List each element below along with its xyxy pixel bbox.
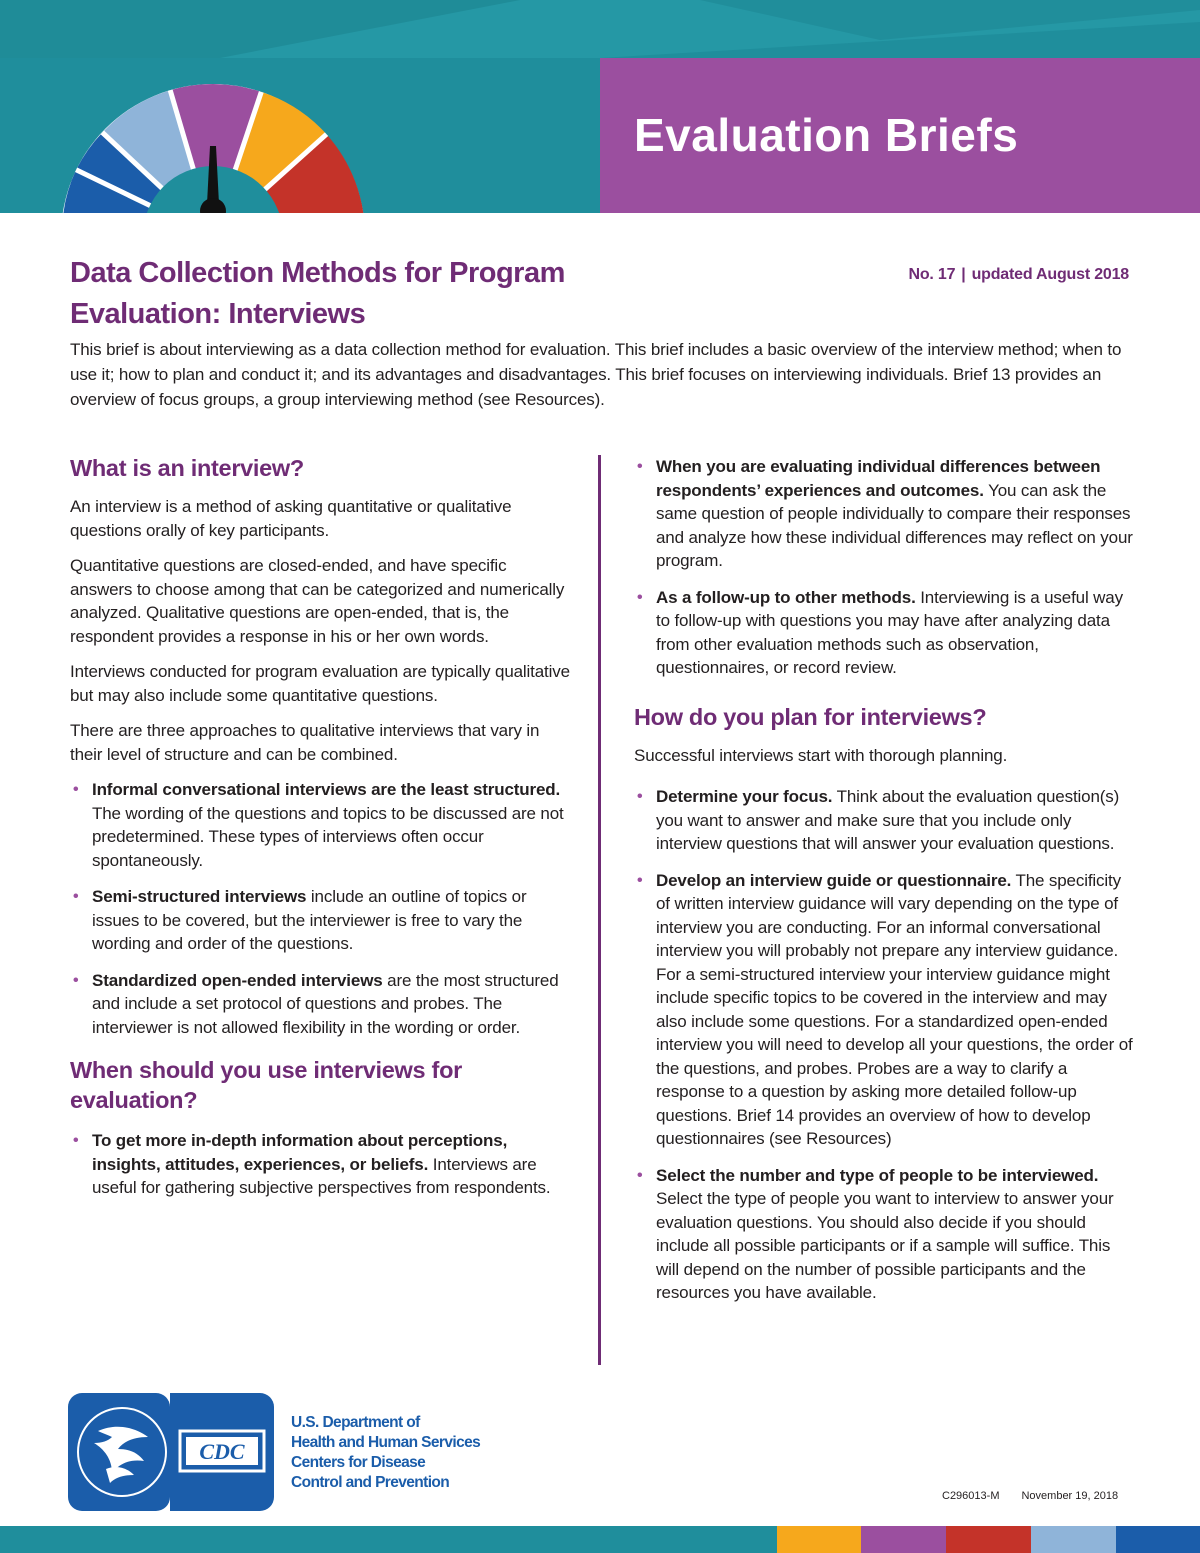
agency-line: Health and Human Services [291,1434,481,1451]
document-title-line2: Evaluation: Interviews [70,298,366,330]
series-title: Evaluation Briefs [634,109,1019,161]
agency-name-block [291,1413,480,1493]
cdc-logo [170,1393,274,1511]
cdc-logo-icon [170,1393,274,1511]
intro-paragraph: This brief is about interviewing as a data collection method for evaluation. This brief includes a basic overview of the interview method; when to use it; how to plan and conduct it; and its advantages and disadvantages. This brief focuses on interviewing individuals. Brief 13 provides an overview of focus groups, a group interviewing method (see Resources). [70,340,1122,409]
footer-bar-segment-red [946,1526,1031,1553]
list-item: • Develop an interview guide or questionnaire. The specificity of written interview guidance will vary depending on the type of interview you are conducting. For an informal conversational interview you will probably not prepare any interview guidance. For a semi-structured interview your interview guidance might include specific topics to be covered in the interview and may also include some questions. For a standardized open-ended interview you will need to develop all your questions, the order of the questions, and probes. Probes are a way to clarify a response to a question by asking more detailed follow-up questions. Brief 14 provides an overview of how to develop questionnaires (see Resources) [637,870,1133,1148]
section-heading-when-use-interviews: When should you use interviews for evaluation? [70,1057,462,1113]
section-heading-what-is-interview: What is an interview? [70,455,304,481]
series-title-box [600,58,1200,213]
interview-approaches-list [70,778,570,1039]
brief-number-separator: | [961,266,966,283]
section-heading-plan-interviews: How do you plan for interviews? [634,703,987,730]
bullet-icon: • [637,871,643,889]
agency-line: Centers for Disease [291,1454,426,1471]
when-use-list [70,1129,570,1200]
list-item: • When you are evaluating individual differences between respondents’ experiences and outcomes. You can ask the same question of people individually to compare their responses and analyze how these individual differences may reflect on your program. [637,457,1133,570]
paragraph: An interview is a method of asking quantitative or qualitative questions orally of key participants. [70,497,512,540]
paragraph: Successful interviews start with thorough planning. [634,745,1008,765]
list-item: • Determine your focus. Think about the evaluation question(s) you want to answer and make sure that you include only interview questions that will answer your evaluation questions. [637,787,1120,853]
bullet-icon: • [73,971,79,989]
brief-number: No. 17 [908,266,956,283]
gauge-meter-icon [60,68,390,213]
header-banner [0,0,1200,213]
agency-line: U.S. Department of [291,1414,420,1431]
bullet-icon: • [637,588,643,606]
footer-bar-segment-blue [1116,1526,1200,1553]
planning-steps-list [634,785,1134,1305]
document-code: C296013-M [942,1490,1000,1502]
bullet-icon: • [73,1132,79,1149]
agency-line: Control and Prevention [291,1474,450,1491]
bullet-icon: • [637,458,643,475]
document-date: November 19, 2018 [1021,1490,1119,1502]
list-item: • Semi-structured interviews include an outline of topics or issues to be covered, but the interviewer is free to vary the wording and order of the questions. [73,887,527,953]
list-item: • To get more in-depth information about perceptions, insights, attitudes, experiences, or beliefs. Interviews are useful for gathering subjective perspectives from respondents. [73,1131,551,1197]
brief-updated-date: updated August 2018 [971,266,1129,283]
svg-text:CDC: CDC [199,1439,245,1464]
document-code-line [942,1490,1118,1502]
hhs-eagle-logo [68,1393,170,1511]
footer-bar-segment-yellow [777,1526,861,1553]
paragraph: There are three approaches to qualitative interviews that vary in their level of structure and can be combined. [70,721,540,764]
bullet-icon: • [73,888,79,905]
left-column [70,453,570,1213]
column-divider [598,455,601,1365]
list-item: • Select the number and type of people to be interviewed. Select the type of people you want to interview to answer your evaluation questions. You should also decide if you should include all possible participants or if a sample will suffice. This will depend on the number of possible participants and the resources you have available. [637,1165,1114,1302]
document-title-line1: Data Collection Methods for Program [70,257,565,289]
footer-bar-segment-light-blue [1031,1526,1116,1553]
paragraph: Quantitative questions are closed-ended, and have specific answers to choose among that can be categorized and numerically analyzed. Qualitative questions are open-ended, that is, the respondent provides a response in his or her own words. [70,556,565,646]
footer-color-bar [0,1526,1200,1553]
bullet-icon: • [637,788,643,805]
list-item: • Informal conversational interviews are the least structured. The wording of the questions and topics to be discussed are not predetermined. These types of interviews often occur spontaneously. [73,780,564,870]
list-item: • Standardized open-ended interviews are the most structured and include a set protocol of questions and probes. The interviewer is not allowed flexibility in the wording or order. [73,970,559,1037]
when-use-list-continued [634,455,1134,680]
brief-number-line [908,266,1129,284]
right-column [634,455,1134,1318]
hhs-eagle-icon [68,1393,170,1511]
bullet-icon: • [73,781,79,798]
bullet-icon: • [637,1166,643,1184]
paragraph: Interviews conducted for program evaluation are typically qualitative but may also include some quantitative questions. [70,662,570,705]
list-item: • As a follow-up to other methods. Interviewing is a useful way to follow-up with questions you may have after analyzing data from other evaluation methods such as observation, questionnaires, or record review. [637,587,1123,677]
footer-bar-segment-purple [861,1526,946,1553]
document-title [70,253,630,335]
